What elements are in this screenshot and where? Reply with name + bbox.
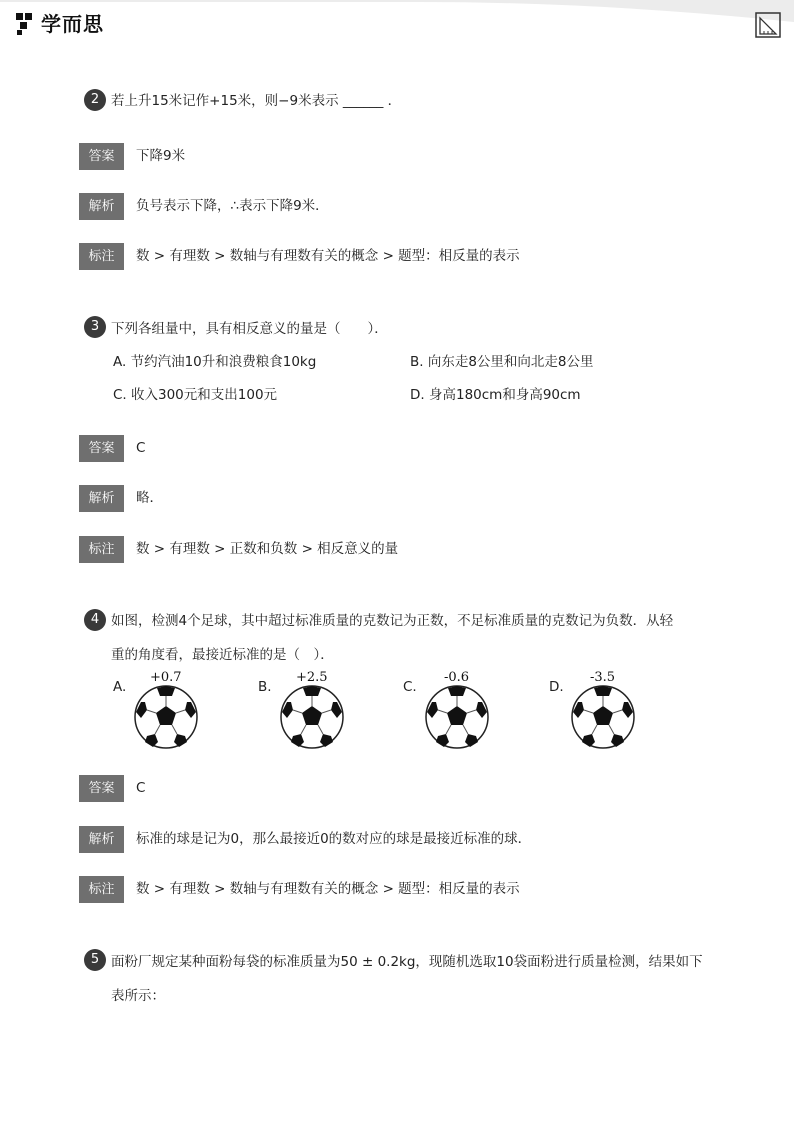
- soccer-ball-icon: [424, 684, 490, 750]
- ball-option-label: C.: [403, 679, 417, 695]
- question-number-badge: 2: [84, 89, 106, 111]
- answer-value: C: [136, 780, 146, 796]
- note-value: 数 > 有理数 > 数轴与有理数有关的概念 > 题型：相反量的表示: [136, 248, 520, 264]
- answer-value: C: [136, 440, 146, 456]
- question-text-line1: 如图，检测4个足球，其中超过标准质量的克数记为正数，不足标准质量的克数记为负数．从轻: [111, 613, 674, 629]
- answer-tag: 答案: [79, 775, 124, 802]
- note-tag: 标注: [79, 243, 124, 270]
- page-header: [0, 0, 794, 52]
- question-number-badge: 4: [84, 609, 106, 631]
- brand-name: 学而思: [41, 12, 104, 36]
- question-text-line1: 面粉厂规定某种面粉每袋的标准质量为50 ± 0.2kg，现随机选取10袋面粉进行质量检测，结果如下: [111, 954, 703, 970]
- ball-option-label: D.: [549, 679, 564, 695]
- soccer-ball-icon: [570, 684, 636, 750]
- option-d: D. 身高180cm和身高90cm: [410, 387, 581, 403]
- ruler-triangle-icon: [754, 10, 782, 40]
- answer-tag: 答案: [79, 435, 124, 462]
- soccer-ball-icon: [279, 684, 345, 750]
- note-value: 数 > 有理数 > 数轴与有理数有关的概念 > 题型：相反量的表示: [136, 881, 520, 897]
- option-a: A. 节约汽油10升和浪费粮食10kg: [113, 354, 317, 370]
- analysis-value: 标准的球是记为0，那么最接近0的数对应的球是最接近标准的球．: [136, 831, 532, 847]
- question-number-badge: 5: [84, 949, 106, 971]
- question-text: 下列各组量中，具有相反意义的量是（ ）．: [111, 321, 388, 337]
- question-text-line2: 重的角度看，最接近标准的是（ ）．: [111, 647, 334, 663]
- analysis-value: 负号表示下降，∴表示下降9米．: [136, 198, 329, 214]
- ball-value: -0.6: [444, 670, 470, 685]
- ball-option-label: B.: [258, 679, 272, 695]
- analysis-tag: 解析: [79, 193, 124, 220]
- ball-value: +2.5: [296, 670, 328, 685]
- ball-value: -3.5: [590, 670, 616, 685]
- note-tag: 标注: [79, 536, 124, 563]
- answer-value: 下降9米: [136, 148, 186, 164]
- brand-logo: [14, 8, 104, 37]
- option-c: C. 收入300元和支出100元: [113, 387, 278, 403]
- soccer-ball-icon: [133, 684, 199, 750]
- analysis-value: 略．: [136, 490, 163, 506]
- ball-option-label: A.: [113, 679, 127, 695]
- note-tag: 标注: [79, 876, 124, 903]
- note-value: 数 > 有理数 > 正数和负数 > 相反意义的量: [136, 541, 399, 557]
- answer-tag: 答案: [79, 143, 124, 170]
- question-number-badge: 3: [84, 316, 106, 338]
- header-curve: [0, 0, 794, 52]
- question-text: 若上升15米记作+15米，则−9米表示 ______ ．: [111, 93, 402, 109]
- analysis-tag: 解析: [79, 485, 124, 512]
- brand-mark-icon: [14, 10, 36, 36]
- analysis-tag: 解析: [79, 826, 124, 853]
- ball-value: +0.7: [150, 670, 182, 685]
- option-b: B. 向东走8公里和向北走8公里: [410, 354, 594, 370]
- question-text-line2: 表所示：: [111, 988, 165, 1004]
